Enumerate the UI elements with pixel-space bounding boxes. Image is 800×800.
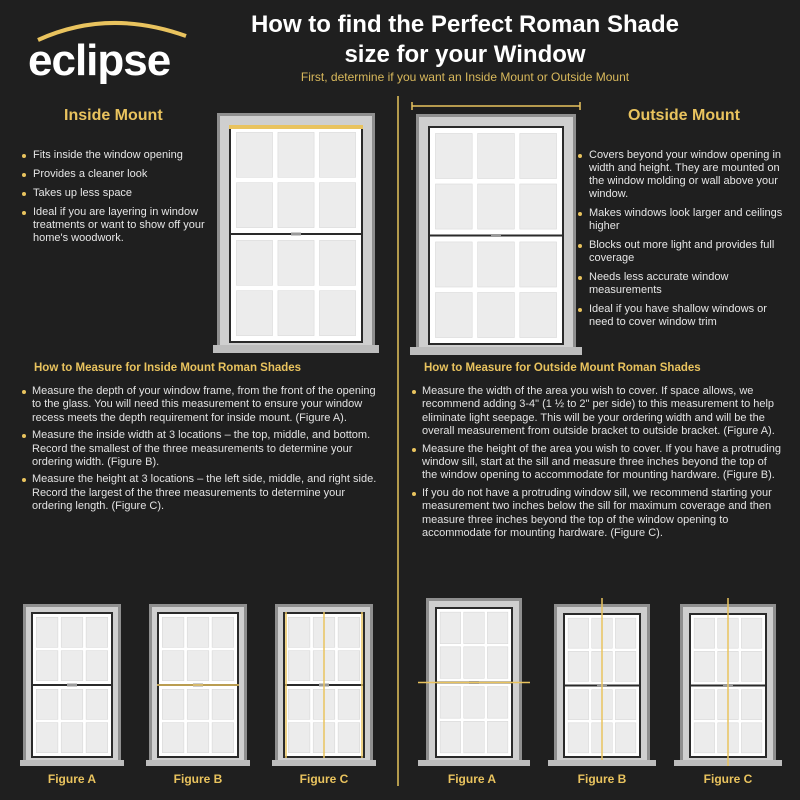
inside-figure-a-label: Figure A bbox=[47, 772, 97, 786]
window-pane bbox=[615, 618, 636, 648]
window-pane bbox=[162, 723, 184, 753]
window-pane bbox=[36, 617, 58, 647]
window-pane bbox=[520, 292, 557, 337]
window-pane bbox=[435, 292, 472, 337]
window-latch bbox=[491, 234, 501, 237]
window-pane bbox=[568, 651, 589, 681]
window-pane bbox=[288, 689, 310, 719]
inside-measure-step: Measure the inside width at 3 locations – the top, middle, and bottom. Record the smallest of the three measurements to determine your ordering width. (Figure B). bbox=[22, 429, 377, 469]
window-pane bbox=[694, 618, 715, 648]
window-pane bbox=[212, 617, 234, 647]
outside-figure-b-label: Figure B bbox=[577, 772, 627, 786]
window-pane bbox=[36, 723, 58, 753]
outside-bullet: Makes windows look larger and ceilings higher bbox=[578, 207, 783, 233]
window-pane bbox=[319, 240, 355, 285]
inside-bullet: Takes up less space bbox=[22, 187, 212, 200]
window-pane bbox=[187, 651, 209, 681]
window-pane bbox=[568, 723, 589, 753]
window-pane bbox=[464, 687, 485, 719]
window-pane bbox=[478, 292, 515, 337]
shade-headrail bbox=[229, 125, 363, 129]
window-pane bbox=[435, 133, 472, 178]
window-pane bbox=[338, 617, 360, 647]
inside-measure-step: Measure the depth of your window frame, from the front of the opening to the glass. You will need this measurement to ensure your window recess meets the depth requirement for inside mount. (Figure A). bbox=[22, 385, 377, 425]
inside-mount-window-illustration bbox=[213, 113, 379, 353]
window-pane bbox=[278, 183, 314, 228]
window-pane bbox=[694, 723, 715, 753]
window-pane bbox=[319, 183, 355, 228]
inside-bullet: Ideal if you are layering in window treatments or want to show off your home's woodwork. bbox=[22, 206, 212, 245]
inside-figure-b-illustration bbox=[146, 604, 250, 766]
window-pane bbox=[212, 723, 234, 753]
window-pane bbox=[615, 723, 636, 753]
inside-measure-steps bbox=[22, 385, 377, 518]
inside-mount-bullets bbox=[22, 149, 212, 251]
window-pane bbox=[520, 184, 557, 229]
window-pane bbox=[520, 133, 557, 178]
window-pane bbox=[568, 690, 589, 720]
window-pane bbox=[435, 242, 472, 287]
inside-measure-step: Measure the height at 3 locations – the left side, middle, and right side. Record the largest of the three measurements to determine your ordering length. (Figure C). bbox=[22, 473, 377, 513]
window-latch bbox=[67, 684, 77, 687]
window-pane bbox=[319, 132, 355, 177]
title-line-2: size for your Window bbox=[344, 41, 586, 68]
outside-figure-c-illustration bbox=[674, 598, 782, 766]
outside-bullet: Needs less accurate window measurements bbox=[578, 271, 783, 297]
window-pane bbox=[61, 617, 83, 647]
window-pane bbox=[187, 689, 209, 719]
window-pane bbox=[338, 723, 360, 753]
window-pane bbox=[86, 617, 108, 647]
window-pane bbox=[86, 723, 108, 753]
eclipse-logo bbox=[28, 14, 193, 84]
window-pane bbox=[741, 723, 762, 753]
window-sill bbox=[20, 760, 124, 766]
window-pane bbox=[162, 689, 184, 719]
page-title bbox=[205, 10, 725, 70]
window-pane bbox=[741, 618, 762, 648]
window-pane bbox=[86, 651, 108, 681]
outside-figure-a-illustration bbox=[418, 598, 530, 766]
outside-figure-b-illustration bbox=[548, 598, 656, 766]
outside-figure-c-label: Figure C bbox=[703, 772, 753, 786]
window-pane bbox=[288, 617, 310, 647]
window-sill bbox=[272, 760, 376, 766]
window-pane bbox=[61, 723, 83, 753]
window-sill bbox=[213, 345, 379, 353]
window-pane bbox=[236, 183, 272, 228]
window-pane bbox=[487, 721, 508, 753]
window-pane bbox=[440, 612, 461, 644]
outside-measure-title: How to Measure for Outside Mount Roman Shades bbox=[424, 362, 701, 374]
window-pane bbox=[288, 723, 310, 753]
outside-mount-bullets bbox=[578, 149, 783, 335]
window-sill bbox=[410, 347, 582, 355]
window-pane bbox=[440, 721, 461, 753]
window-pane bbox=[478, 133, 515, 178]
window-pane bbox=[236, 240, 272, 285]
inside-bullet: Fits inside the window opening bbox=[22, 149, 212, 162]
outside-measure-step: If you do not have a protruding window sill, we recommend starting your measurement two inches below the sill for maximum coverage and then measure three inches beyond the top of the window opening to accommodate for mounting hardware. (Figure C). bbox=[412, 487, 782, 541]
window-pane bbox=[464, 612, 485, 644]
window-pane bbox=[278, 132, 314, 177]
window-pane bbox=[236, 132, 272, 177]
window-pane bbox=[86, 689, 108, 719]
outside-figure-a-label: Figure A bbox=[447, 772, 497, 786]
window-pane bbox=[162, 617, 184, 647]
window-pane bbox=[478, 184, 515, 229]
window-pane bbox=[487, 612, 508, 644]
window-pane bbox=[36, 689, 58, 719]
outside-measure-steps bbox=[412, 385, 782, 544]
window-pane bbox=[61, 651, 83, 681]
outside-bullet: Blocks out more light and provides full coverage bbox=[578, 239, 783, 265]
window-pane bbox=[236, 291, 272, 336]
window-sill bbox=[146, 760, 250, 766]
outside-bullet: Covers beyond your window opening in width and height. They are mounted on the window molding or wall above your window. bbox=[578, 149, 783, 201]
inside-figure-c-label: Figure C bbox=[299, 772, 349, 786]
window-pane bbox=[36, 651, 58, 681]
title-line-1: How to find the Perfect Roman Shade bbox=[250, 11, 680, 38]
inside-bullet: Provides a cleaner look bbox=[22, 168, 212, 181]
inside-measure-title: How to Measure for Inside Mount Roman Shades bbox=[34, 362, 302, 374]
window-pane bbox=[464, 647, 485, 679]
window-pane bbox=[212, 689, 234, 719]
window-pane bbox=[187, 617, 209, 647]
inside-mount-title: Inside Mount bbox=[64, 107, 163, 124]
window-pane bbox=[464, 721, 485, 753]
center-divider bbox=[397, 96, 399, 786]
outside-mount-window-illustration bbox=[410, 100, 582, 355]
window-pane bbox=[338, 651, 360, 681]
window-pane bbox=[568, 618, 589, 648]
window-pane bbox=[338, 689, 360, 719]
window-pane bbox=[694, 690, 715, 720]
window-pane bbox=[162, 651, 184, 681]
outside-mount-title: Outside Mount bbox=[628, 107, 740, 124]
inside-figure-c-illustration bbox=[272, 604, 376, 766]
page-subtitle: First, determine if you want an Inside Mount or Outside Mount bbox=[300, 70, 630, 84]
window-pane bbox=[187, 723, 209, 753]
window-pane bbox=[487, 647, 508, 679]
inside-figure-b-label: Figure B bbox=[173, 772, 223, 786]
window-pane bbox=[615, 651, 636, 681]
window-pane bbox=[435, 184, 472, 229]
window-pane bbox=[741, 690, 762, 720]
window-pane bbox=[278, 240, 314, 285]
window-pane bbox=[520, 242, 557, 287]
window-pane bbox=[741, 651, 762, 681]
window-latch bbox=[291, 233, 301, 236]
outside-measure-step: Measure the width of the area you wish to cover. If space allows, we recommend adding 3-4" (1 ½ to 2" per side) to this measurement to help eliminate light seepage. This will be your ordering width and will be the overall measurement from outside bracket to outside bracket. (Figure A). bbox=[412, 385, 782, 439]
logo-text: eclipse bbox=[28, 36, 171, 85]
window-pane bbox=[440, 687, 461, 719]
window-pane bbox=[278, 291, 314, 336]
window-pane bbox=[319, 291, 355, 336]
outside-bullet: Ideal if you have shallow windows or need to cover window trim bbox=[578, 303, 783, 329]
window-pane bbox=[478, 242, 515, 287]
window-pane bbox=[212, 651, 234, 681]
window-pane bbox=[61, 689, 83, 719]
window-pane bbox=[288, 651, 310, 681]
window-pane bbox=[694, 651, 715, 681]
inside-figure-a-illustration bbox=[20, 604, 124, 766]
window-sill bbox=[548, 760, 656, 766]
window-pane bbox=[615, 690, 636, 720]
outside-measure-step: Measure the height of the area you wish to cover. If you have a protruding window sill, start at the sill and measure three inches beyond the top of the window opening to accommodate for mounting hardware. (Figure B). bbox=[412, 443, 782, 483]
window-pane bbox=[440, 647, 461, 679]
window-pane bbox=[487, 687, 508, 719]
window-sill bbox=[418, 760, 530, 766]
